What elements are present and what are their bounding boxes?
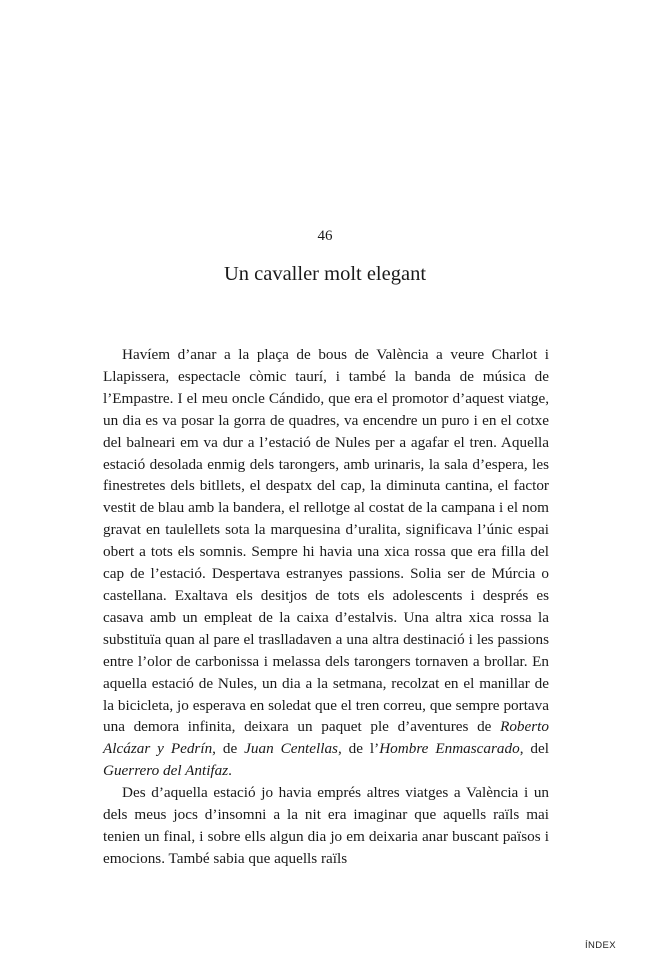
text-segment: Havíem d’anar a la plaça de bous de València a veure Charlot i Llapissera, espectacle còmic taurí, i també la banda de música de l’Empastre. I el meu oncle Cándido, que era el promotor d’aquest viatge, un dia es va posar la gorra de quadres, va encendre un puro i en el cotxe del balneari em va dur a l’estació de Nules per a agafar el tren. Aquella estació desolada enmig dels tarongers, amb urinaris, la sala d’espera, les finestretes dels bitllets, el despatx del cap, la diminuta cantina, el factor vestit de blau amb la bandera, el rellotge al costat de la campana i el nom gravat en taulellets sota la marquesina d’uralita, significava l’únic espai obert a tots els somnis. Sempre hi havia una xica rossa que era filla del cap de l’estació. Despertava estranyes passions. Solia ser de Múrcia o castellana. Exaltava els desitjos de tots els adolescents i després es casava amb un empleat de la caixa d’estalvis. Una altra xica rossa la substituïa quan al pare el traslladaven a una altra destinació i les passions entre l’olor de carbonissa i melassa dels tarongers tornaven a brollar. En aquella estació de Nules, un dia a la setmana, recolzat en el manillar de la bicicleta, jo esperava en soledat que el tren correu, que sempre portava una demora infinita, deixara un paquet ple d’aventures de [103, 346, 549, 736]
index-link[interactable]: ÍNDEX [585, 940, 617, 951]
paragraph-1 [103, 344, 549, 782]
chapter-number: 46 [317, 228, 333, 244]
italic-title-guerrero-antifaz: Guerrero del Antifaz [103, 762, 229, 780]
body-text [103, 344, 549, 870]
text-segment: . [228, 762, 232, 780]
text-segment: , del [519, 740, 549, 758]
chapter-title: Un cavaller molt elegant [223, 263, 427, 285]
text-segment: , de [212, 740, 245, 758]
paragraph-2 [103, 782, 549, 870]
italic-title-roberto-alcazar: Roberto Alcázar y Pedrín [103, 718, 549, 758]
italic-title-hombre-enmascarado: Hombre Enmascarado [379, 740, 520, 758]
italic-title-juan-centellas: Juan Centellas [244, 740, 338, 758]
text-segment: , de l’ [337, 740, 380, 758]
text-segment: Des d’aquella estació jo havia emprés altres viatges a València i un dels meus jocs d’insomni a la nit era imaginar que aquells raïls mai tenien un final, i sobre ells algun dia jo em deixaria anar buscant països i emocions. També sabia que aquells raïls [103, 784, 549, 867]
